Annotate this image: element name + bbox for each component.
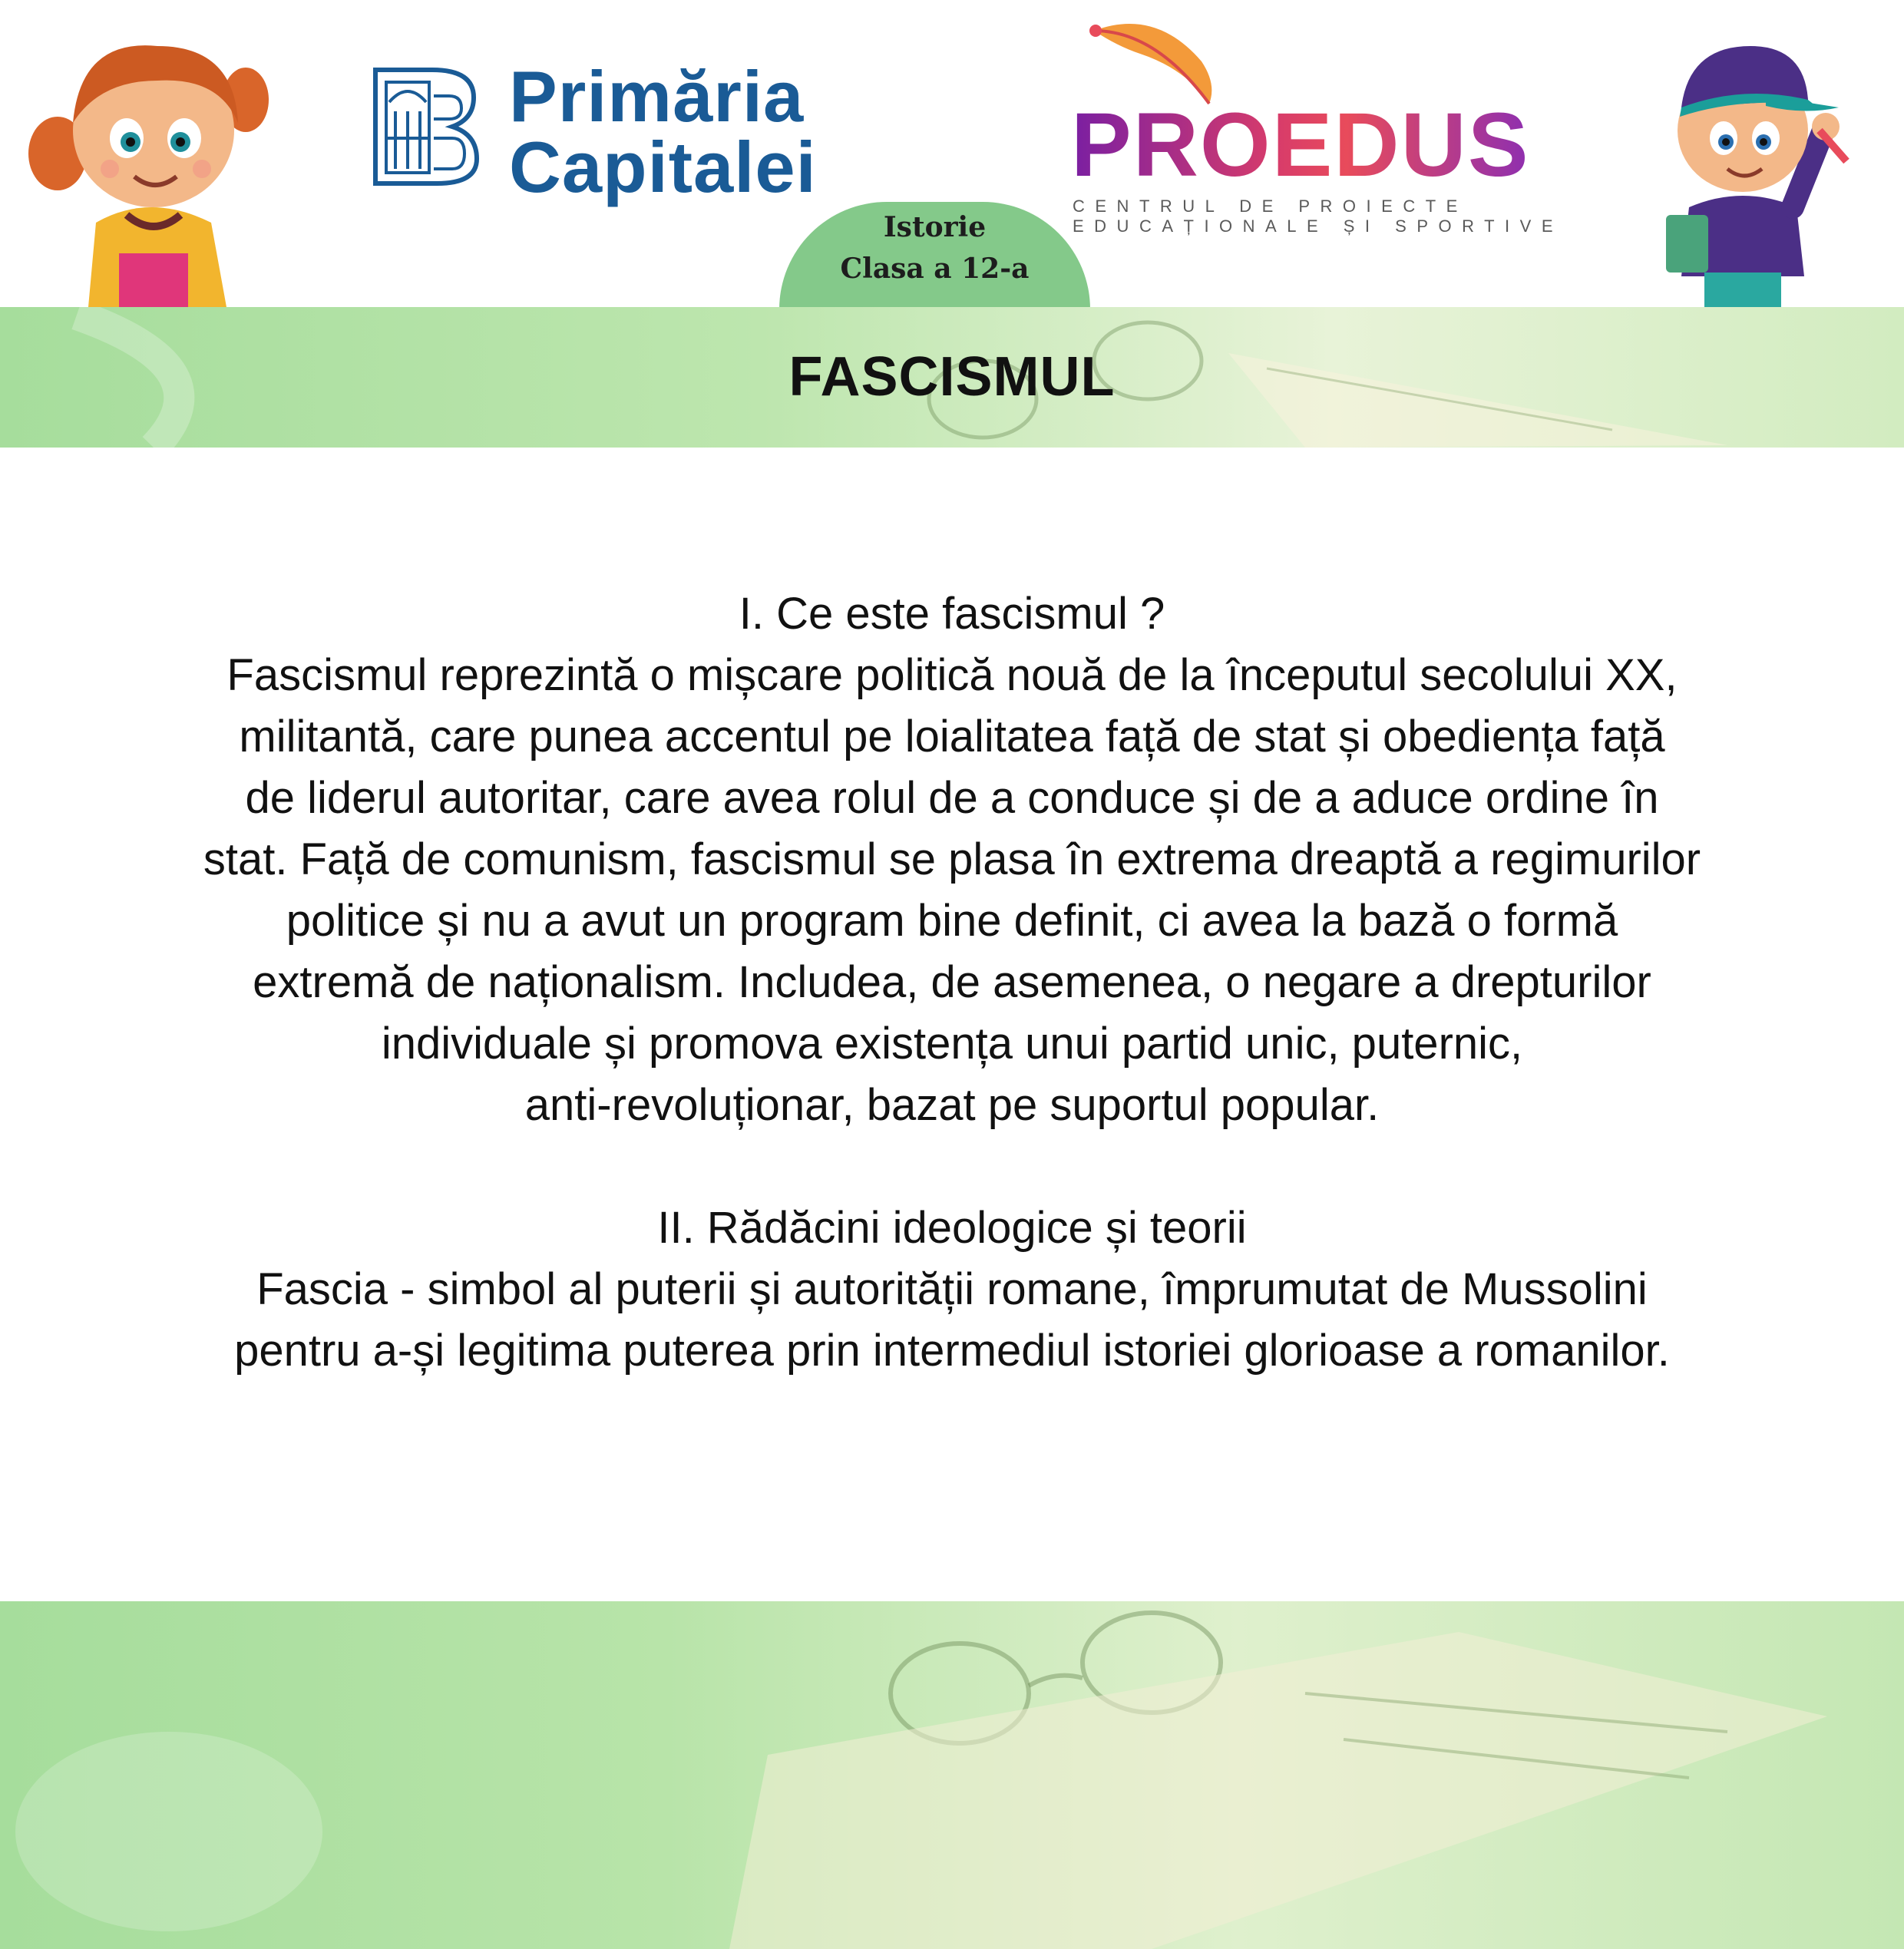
section-1-line: stat. Față de comunism, fascismul se plasa în extrema dreaptă a regimurilor — [203, 834, 1701, 884]
section-1-heading: I. Ce este fascismul ? — [739, 589, 1165, 639]
section-1-line: politice și nu a avut un program bine definit, ci avea la bază o formă — [286, 896, 1618, 946]
quill-feather-icon — [1086, 15, 1240, 107]
section-2-line: Fascia - simbol al puterii și autorității romane, împrumutat de Mussolini — [256, 1264, 1648, 1314]
primaria-line2: Capitalei — [509, 127, 817, 207]
section-1-line: anti-revoluționar, bazat pe suportul popular. — [524, 1080, 1380, 1130]
article-body — [61, 583, 1843, 1382]
proedus-subtitle — [1073, 197, 1563, 236]
header — [0, 0, 1904, 307]
primaria-capitalei-logo — [372, 56, 817, 207]
proedus-wordmark: PROEDUS — [1071, 94, 1530, 196]
girl-mascot-illustration — [27, 23, 273, 307]
proedus-subtitle-line2: EDUCAȚIONALE ȘI SPORTIVE — [1073, 216, 1564, 236]
section-1-line: individuale și promova existența unui partid unic, puternic, — [381, 1019, 1523, 1069]
section-1-line: extremă de naționalism. Includea, de asemenea, o negare a drepturilor — [253, 957, 1651, 1007]
primaria-capitalei-wordmark — [509, 56, 817, 207]
footer-band-background — [0, 1601, 1904, 1949]
subject-grade-tab — [779, 202, 1090, 309]
section-2-heading: II. Rădăcini ideologice și teorii — [657, 1203, 1247, 1253]
section-1-line: de liderul autoritar, care avea rolul de a conduce și de a aduce ordine în — [245, 773, 1659, 823]
section-2-line: pentru a-și legitima puterea prin intermediul istoriei glorioase a romanilor. — [234, 1326, 1670, 1376]
section-spacer — [61, 1136, 1843, 1197]
proedus-logo — [1071, 15, 1564, 236]
subject-label: Istorie — [883, 211, 987, 243]
proedus-subtitle-line1: CENTRUL DE PROIECTE — [1073, 197, 1468, 216]
section-1-line: Fascismul reprezintă o mișcare politică nouă de la începutul secolului XX, — [226, 650, 1678, 700]
boy-mascot-illustration — [1651, 15, 1850, 307]
primaria-b-emblem-icon — [372, 65, 480, 188]
grade-label: Clasa a 12-a — [840, 253, 1030, 285]
book-glasses-photo-footer — [0, 1601, 1904, 1949]
page-title: FASCISMUL — [788, 346, 1116, 408]
section-1-line: militantă, care punea accentul pe loialitatea față de stat și obediența față — [239, 712, 1665, 761]
primaria-line1: Primăria — [509, 56, 805, 137]
